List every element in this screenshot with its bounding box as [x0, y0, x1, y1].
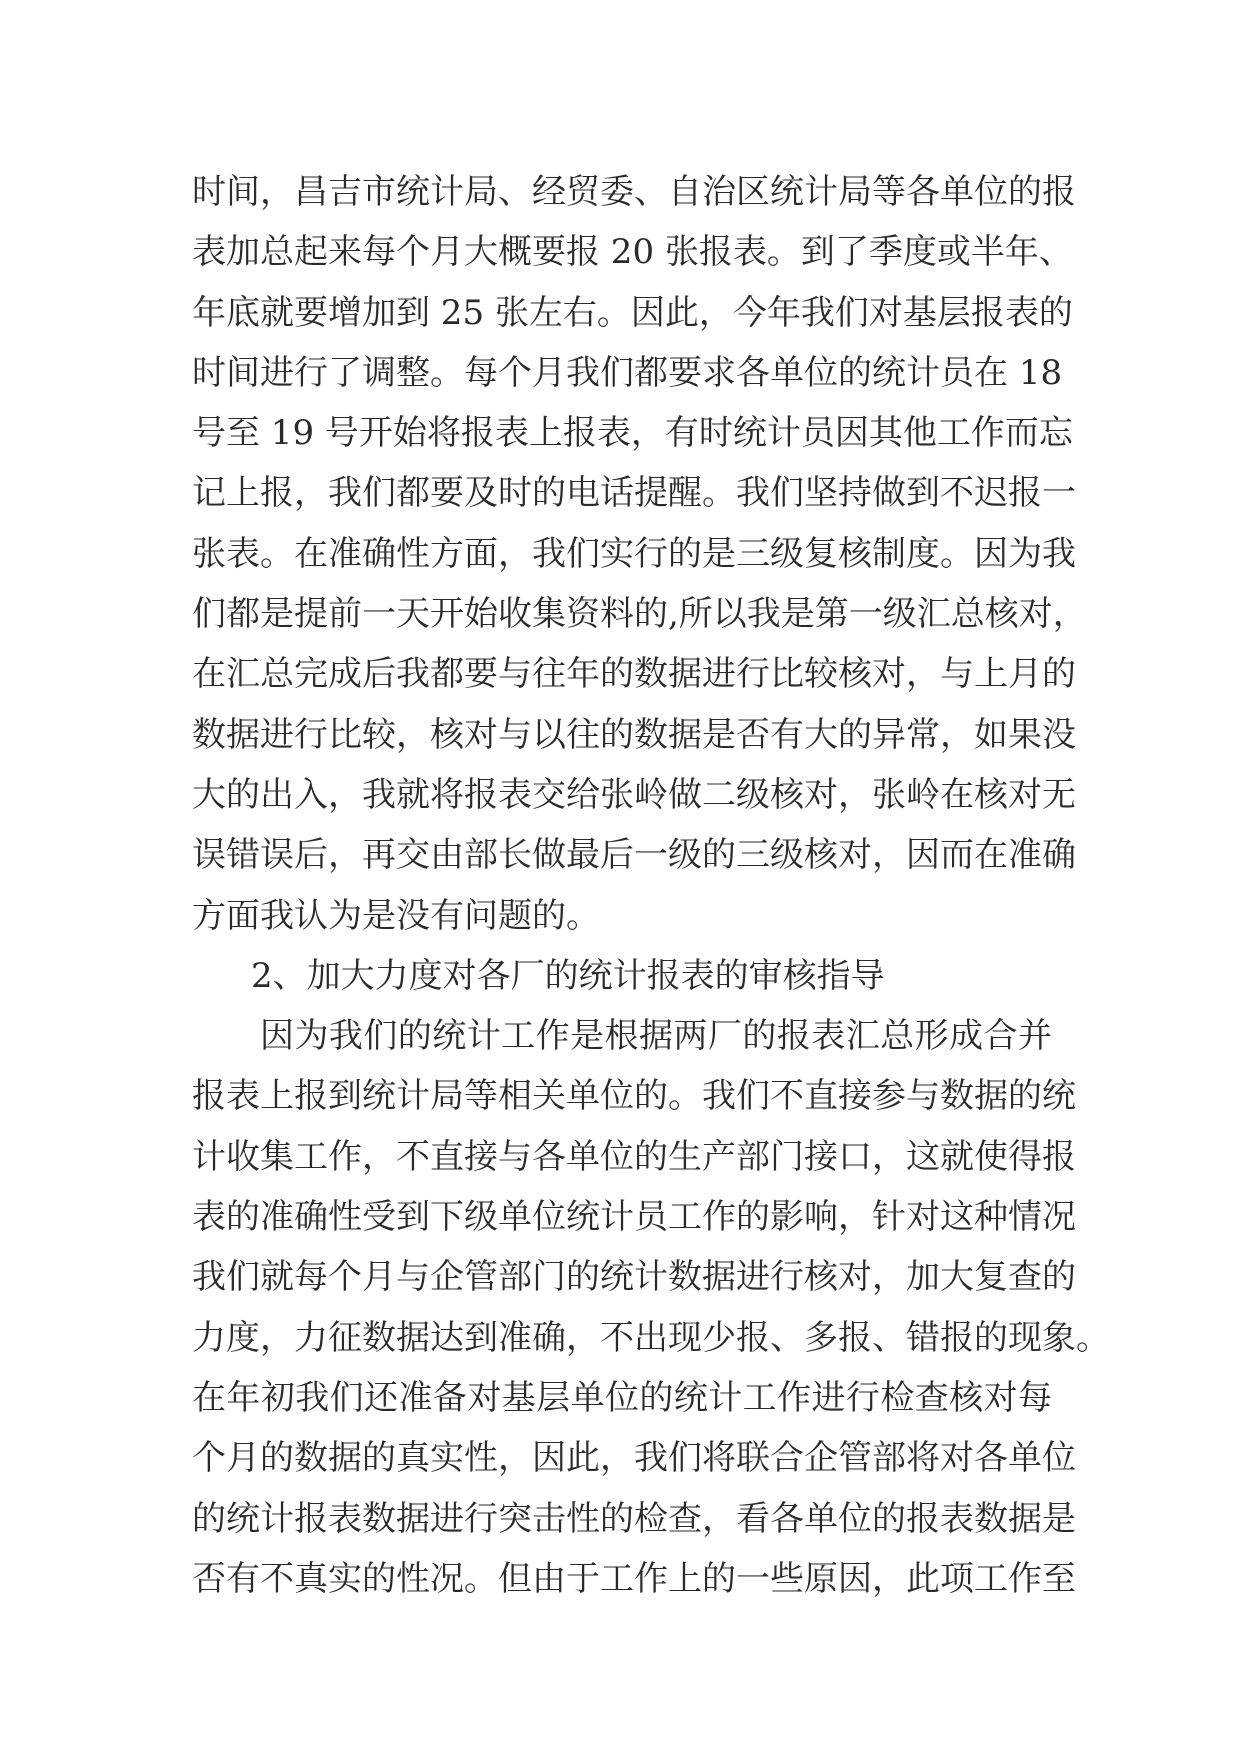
- body-text: [192, 162, 1110, 1609]
- paragraph-line: 大的出入，我就将报表交给张岭做二级核对，张岭在核对无: [192, 774, 1076, 815]
- paragraph-line: 张表。在准确性方面，我们实行的是三级复核制度。因为我: [192, 533, 1076, 574]
- paragraph-line: 年底就要增加到 25 张左右。因此，今年我们对基层报表的: [192, 292, 1073, 333]
- paragraph-line: 记上报，我们都要及时的电话提醒。我们坚持做到不迟报一: [192, 473, 1076, 514]
- paragraph-line: 时间进行了调整。每个月我们都要求各单位的统计员在 18: [192, 352, 1063, 393]
- paragraph-line: 号至 19 号开始将报表上报表，有时统计员因其他工作而忘: [192, 413, 1073, 454]
- paragraph-line: 我们就每个月与企管部门的统计数据进行核对，加大复查的: [192, 1257, 1076, 1298]
- paragraph-line: 力度，力征数据达到准确，不出现少报、多报、错报的现象。: [192, 1317, 1110, 1358]
- paragraph-line: 误错误后，再交由部长做最后一级的三级核对，因而在准确: [192, 835, 1076, 876]
- paragraph-line: 在汇总完成后我都要与往年的数据进行比较核对，与上月的: [192, 654, 1076, 695]
- paragraph-line: 表的准确性受到下级单位统计员工作的影响，针对这种情况: [192, 1197, 1076, 1238]
- paragraph-line: 个月的数据的真实性，因此，我们将联合企管部将对各单位: [192, 1438, 1076, 1479]
- paragraph-line: 计收集工作，不直接与各单位的生产部门接口，这就使得报: [192, 1136, 1076, 1177]
- paragraph-line: 时间，昌吉市统计局、经贸委、自治区统计局等各单位的报: [192, 172, 1076, 212]
- paragraph-line: 因为我们的统计工作是根据两厂的报表汇总形成合并: [260, 1016, 1052, 1057]
- paragraph-line: 在年初我们还准备对基层单位的统计工作进行检查核对每: [192, 1377, 1052, 1418]
- section-heading: 2、加大力度对各厂的统计报表的审核指导: [251, 955, 885, 996]
- paragraph-line: 们都是提前一天开始收集资料的,所以我是第一级汇总核对，: [192, 594, 1087, 635]
- paragraph-line: 否有不真实的性况。但由于工作上的一些原因，此项工作至: [192, 1558, 1076, 1599]
- paragraph-line: 报表上报到统计局等相关单位的。我们不直接参与数据的统: [192, 1076, 1076, 1117]
- paragraph-line: 数据进行比较，核对与以往的数据是否有大的异常，如果没: [192, 714, 1076, 755]
- paragraph-line: 方面我认为是没有问题的。: [192, 895, 600, 936]
- paragraph-line: 表加总起来每个月大概要报 20 张报表。到了季度或半年、: [192, 232, 1073, 273]
- paragraph-line: 的统计报表数据进行突击性的检查，看各单位的报表数据是: [192, 1498, 1076, 1539]
